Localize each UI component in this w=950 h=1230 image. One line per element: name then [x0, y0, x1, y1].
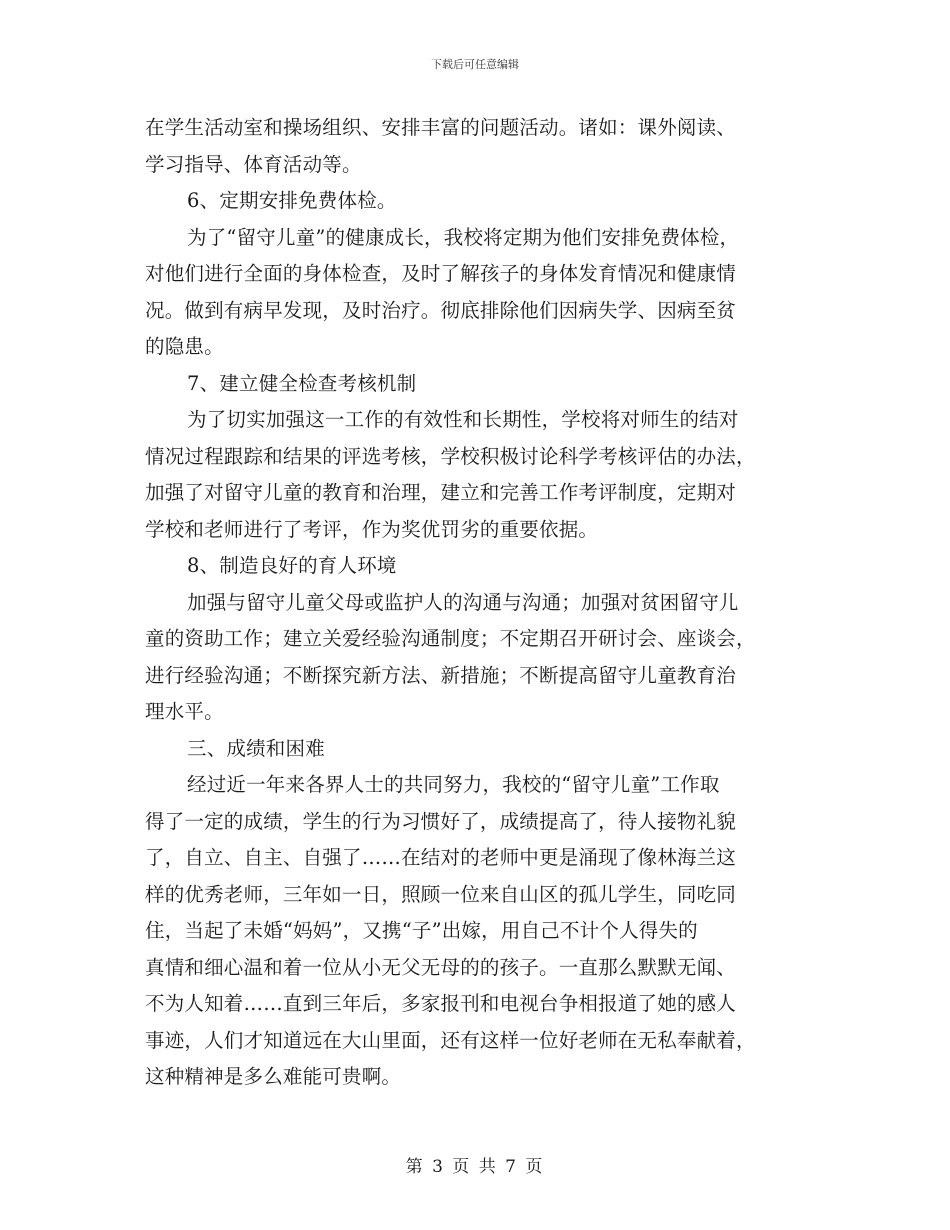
text-line: 学校和老师进行了考评，作为奖优罚劣的重要依据。 — [145, 517, 599, 541]
text-line: 得了一定的成绩，学生的行为习惯好了，成绩提高了，待人接物礼貌 — [145, 809, 737, 833]
text-line: 理水平。 — [145, 700, 224, 723]
text-line: 加强与留守儿童父母或监护人的沟通与沟通；加强对贫困留守儿 — [187, 590, 739, 614]
text-line: 不为人知着……直到三年后，多家报刊和电视台争相报道了她的感人 — [145, 992, 737, 1015]
text-line: 进行经验沟通；不断探究新方法、新措施；不断提高留守儿童教育治 — [145, 663, 737, 687]
text-line: 为了“留守儿童”的健康成长，我校将定期为他们安排免费体检， — [187, 225, 740, 249]
text-line: 的隐患。 — [145, 335, 224, 358]
text-line: 了，自立、自主、自强了……在结对的老师中更是涌现了像林海兰这 — [145, 846, 737, 869]
text-line: 况。做到有病早发现，及时治疗。彻底排除他们因病失学、因病至贫 — [145, 298, 737, 322]
text-line: 情况过程跟踪和结果的评选考核，学校积极讨论科学考核评估的办法， — [145, 444, 756, 468]
text-line: 童的资助工作；建立关爱经验沟通制度；不定期召开研讨会、座谈会， — [145, 627, 756, 650]
text-line: 在学生活动室和操场组织、安排丰富的问题活动。诸如：课外阅读、 — [145, 116, 737, 139]
text-line: 为了切实加强这一工作的有效性和长期性，学校将对师生的结对 — [187, 408, 739, 431]
text-line: 加强了对留守儿童的教育和治理，建立和完善工作考评制度，定期对 — [145, 481, 737, 504]
text-line: 这种精神是多么难能可贵啊。 — [145, 1065, 402, 1088]
page-header: 下载后可任意编辑 — [431, 58, 519, 71]
text-line: 住，当起了未婚“妈妈”，又携“子”出嫁，用自己不计个人得失的 — [145, 919, 698, 942]
text-line: 事迹，人们才知道远在大山里面，还有这样一位好老师在无私奉献着， — [145, 1028, 756, 1052]
page-number-footer: 第 3 页 共 7 页 — [405, 1157, 545, 1177]
document-body — [145, 110, 805, 1096]
text-line: 学习指导、体育活动等。 — [145, 152, 362, 176]
text-line: 样的优秀老师，三年如一日，照顾一位来自山区的孤儿学生，同吃同 — [145, 882, 737, 906]
text-line: 三、成绩和困难 — [187, 736, 325, 760]
text-line: 7、建立健全检查考核机制 — [187, 371, 417, 395]
text-line: 真情和细心温和着一位从小无父无母的的孩子。一直那么默默无闻、 — [145, 955, 737, 979]
text-line: 8、制造良好的育人环境 — [187, 554, 397, 577]
text-line: 经过近一年来各界人士的共同努力，我校的“留守儿童”工作取 — [187, 773, 720, 796]
text-line: 6、定期安排免费体检。 — [187, 189, 397, 212]
text-line: 对他们进行全面的身体检查，及时了解孩子的身体发育情况和健康情 — [145, 262, 737, 285]
